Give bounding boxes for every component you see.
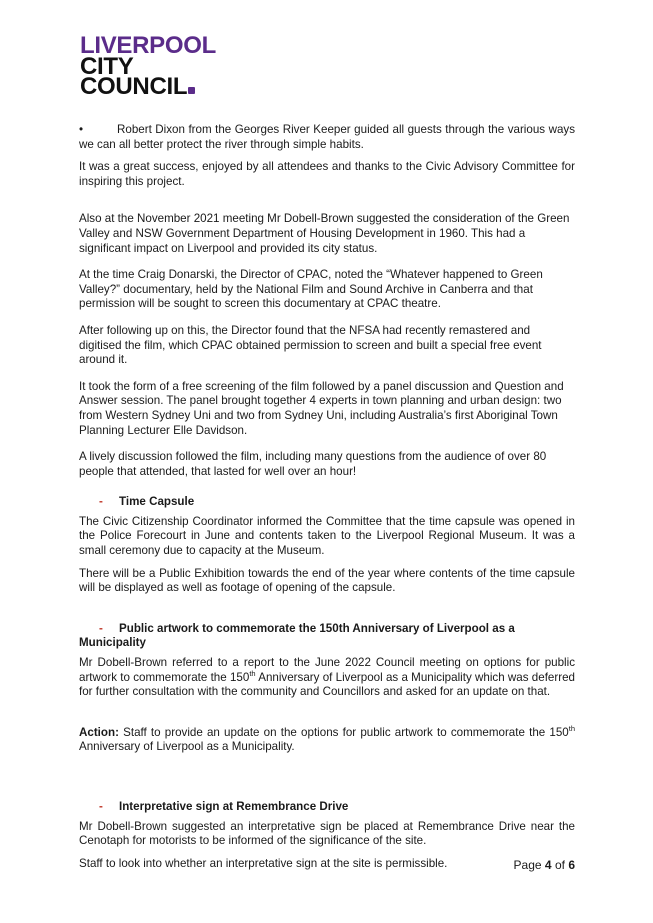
paragraph-exhibition: There will be a Public Exhibition towards the end of the year where contents of the time capsule will be displayed as well as footage of opening of the capsule.: [79, 566, 575, 595]
bullet-text: Robert Dixon from the Georges River Keeper guided all guests through the various ways we can all better protect the river through simple habits.: [79, 123, 575, 151]
action-text-a: Staff to provide an update on the options for public artwork to commemorate the 150: [118, 725, 569, 739]
council-logo: [80, 32, 216, 101]
logo-line-3-text: COUNCIL: [80, 73, 188, 101]
paragraph-discussion: A lively discussion followed the film, including many questions from the audience of over 80 people that attended, that lasted for well over an hour!: [79, 450, 547, 478]
superscript-th: th: [249, 668, 256, 678]
action-text-b: Anniversary of Liverpool as a Municipality.: [79, 740, 295, 754]
logo-dot-icon: [188, 87, 195, 94]
heading-interpretative-sign: [79, 800, 575, 815]
document-body: [79, 123, 575, 871]
paragraph-time-capsule: The Civic Citizenship Coordinator informed the Committee that the time capsule was opened in the Police Forecourt in June and contents taken to the Liverpool Regional Museum. It was a small ceremony due to capacity at the Museum.: [79, 514, 575, 558]
bullet-paragraph: [79, 123, 575, 152]
of-word: of: [554, 858, 565, 872]
paragraph-success: It was a great success, enjoyed by all attendees and thanks to the Civic Advisory Committee for inspiring this project.: [79, 160, 575, 188]
current-page: 4: [544, 858, 552, 872]
paragraph-public-artwork: [79, 656, 575, 700]
paragraph-nfsa: After following up on this, the Director found that the NFSA had recently remastered and digitised the film, which CPAC obtained permission to screen and built a special free event around it.: [79, 323, 542, 367]
dash-marker: -: [99, 800, 103, 813]
paragraph-green-valley: Also at the November 2021 meeting Mr Dobell-Brown suggested the consideration of the Green Valley and NSW Government Department of Housing Development in 1960. This had a significant impact on Liverpool and provided its city status.: [79, 212, 570, 255]
paragraph-interpretative-sign: Mr Dobell-Brown suggested an interpretative sign be placed at Remembrance Drive near the Cenotaph for motorists to be informed of the significance of the site.: [79, 819, 575, 848]
heading-interpretative-sign-text: Interpretative sign at Remembrance Drive: [119, 800, 349, 813]
bullet-icon: •: [79, 123, 84, 136]
page-number: [514, 858, 575, 872]
paragraph-public-artwork-text-b: Anniversary of Liverpool as a Municipality which was deferred for further consultation with the community and Councillors and asked for an update on that.: [79, 670, 575, 699]
paragraph-cpac-documentary: At the time Craig Donarski, the Director of CPAC, noted the “Whatever happened to Green Valley?” documentary, held by the National Film and Sound Archive in Canberra and that permission will be sought to screen this documentary at CPAC theatre.: [79, 268, 543, 311]
heading-time-capsule: [79, 495, 575, 510]
action-label: Action:: [79, 725, 119, 739]
logo-line-2: CITY: [80, 52, 134, 80]
total-pages: 6: [568, 858, 575, 872]
dash-marker: -: [99, 621, 103, 635]
heading-time-capsule-text: Time Capsule: [119, 495, 195, 509]
logo-line-1: LIVERPOOL: [80, 32, 216, 59]
superscript-th: th: [568, 723, 575, 733]
paragraph-public-artwork-text-a: Mr Dobell-Brown referred to a report to the June 2022 Council meeting on options for public artwork to commemorate the 150: [79, 656, 575, 684]
heading-public-artwork-text: Public artwork to commemorate the 150th Anniversary of Liverpool as a Municipality: [79, 621, 515, 650]
paragraph-panel: It took the form of a free screening of the film followed by a panel discussion and Question and Answer session. The panel brought together 4 experts in town planning and urban design: two from Western Sydney Uni and two from Sydney Uni, including Australia’s first Aboriginal Town Planning Lecturer Elle Davidson.: [79, 379, 564, 437]
dash-marker: -: [99, 495, 103, 509]
logo-line-3: [80, 73, 216, 101]
paragraph-action: [79, 723, 575, 755]
page-word: Page: [513, 858, 542, 872]
heading-public-artwork: [79, 622, 575, 651]
paragraph-staff-check: Staff to look into whether an interpretative sign at the site is permissible.: [79, 856, 448, 870]
